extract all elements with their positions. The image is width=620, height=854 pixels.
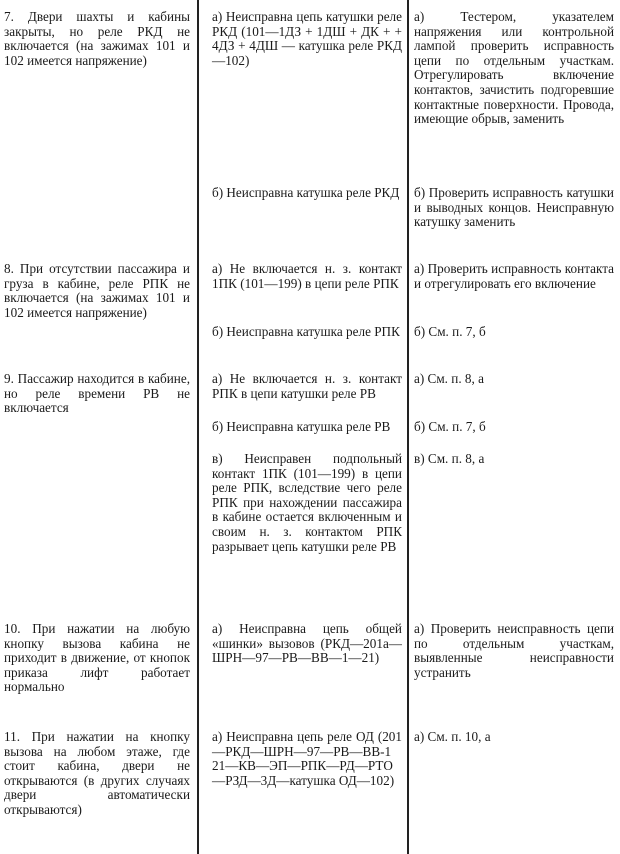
row-9-remedy-a: а) См. п. 8, а	[414, 371, 484, 386]
row-9-cause-c: в) Неисправен подпольный контакт 1ПК (101—199) в цепи реле РПК, вследствие чего реле РПК при нахождении пассажира в кабине остается включенным и своим н. з. контактом РПК разрывает цепь катушки реле РВ	[212, 451, 402, 554]
row-9-cause-a: а) Не включается н. з. контакт РПК в цепи катушки реле РВ	[212, 371, 402, 401]
row-9-cause-b: б) Неисправна катушка реле РВ	[212, 419, 391, 434]
column-divider-2	[407, 0, 409, 854]
row-8-problem: 8. При отсутствии пассажира и груза в кабине, реле РПК не включается (на зажимах 101 и 102 имеется напряжение)	[4, 261, 190, 320]
row-7-remedy-b: б) Проверить исправность катушки и выводных концов. Неисправную катушку заменить	[414, 185, 614, 230]
row-7-cause-a: а) Неисправна цепь катушки реле РКД (101—1ДЗ + 1ДШ + ДК + + 4ДЗ + 4ДШ — катушка реле РКД—102)	[212, 9, 402, 68]
row-8-cause-a: а) Не включается н. з. контакт 1ПК (101—199) в цепи реле РПК	[212, 261, 402, 291]
row-11-problem: 11. При нажатии на кнопку вызова на любом этаже, где стоит кабина, двери не открываются (в других случаях двери автоматически открываются)	[4, 729, 190, 817]
row-10-remedy-a: а) Проверить неисправность цепи по отдельным участкам, выявленные неисправности устранить	[414, 621, 614, 680]
row-11-cause-a: а) Неисправна цепь реле ОД (201—РКД—ШРН—97—РВ—ВВ-1 21—КВ—ЭП—РПК—РД—РТО—РЗД—3Д—катушка ОД—102)	[212, 729, 402, 788]
row-8-remedy-a: а) Проверить исправность контакта и отрегулировать его включение	[414, 261, 614, 291]
row-7-remedy-a: а) Тестером, указателем напряжения или контрольной лампой проверить исправность цепи по отдельным участкам. Отрегулировать включение контактов, зачистить подгоревшие контактные поверхности. Провода, имеющие обрыв, заменить	[414, 9, 614, 127]
row-7-cause-b: б) Неисправна катушка реле РКД	[212, 185, 400, 200]
row-8-remedy-b: б) См. п. 7, б	[414, 324, 486, 339]
row-9-remedy-b: б) См. п. 7, б	[414, 419, 486, 434]
row-7-problem: 7. Двери шахты и кабины закрыты, но реле РКД не включается (на зажимах 101 и 102 имеется напряжение)	[4, 9, 190, 68]
row-9-problem: 9. Пассажир находится в кабине, но реле времени РВ не включается	[4, 371, 190, 416]
row-9-remedy-c: в) См. п. 8, а	[414, 451, 485, 466]
row-8-cause-b: б) Неисправна катушка реле РПК	[212, 324, 400, 339]
row-10-problem: 10. При нажатии на любую кнопку вызова кабина не приходит в движение, от кнопок приказа лифт работает нормально	[4, 621, 190, 695]
column-divider-1	[197, 0, 199, 854]
row-11-remedy-a: а) См. п. 10, а	[414, 729, 491, 744]
row-10-cause-a: а) Неисправна цепь общей «шинки» вызовов (РКД—201а—ШРН—97—РВ—ВВ—1—21)	[212, 621, 402, 666]
